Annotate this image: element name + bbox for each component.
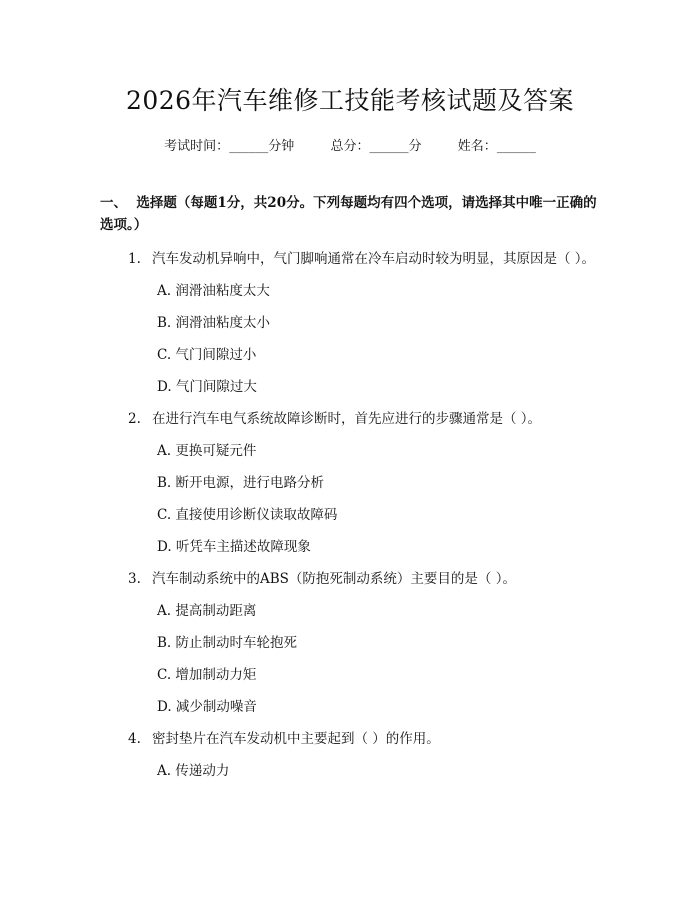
exam-meta-line — [100, 138, 600, 156]
question-text: 密封垫片在汽车发动机中主要起到（ ）的作用。 — [152, 731, 440, 747]
total-score-unit: 分 — [408, 139, 422, 154]
option-3b: B. 防止制动时车轮抱死 — [157, 635, 298, 651]
section-title: 选择题（每题1分，共20分。下列每题均有四个选项，请选择其中唯一正确的选项。） — [100, 195, 597, 233]
question-text: 汽车发动机异响中，气门脚响通常在冷车启动时较为明显，其原因是（ ）。 — [152, 251, 596, 267]
question-4 — [100, 728, 600, 750]
total-score-blank: ______ — [369, 139, 409, 154]
section-number: 一、 — [100, 195, 127, 211]
option-2b: B. 断开电源，进行电路分析 — [157, 475, 325, 491]
total-score-label: 总分： — [330, 139, 370, 154]
question-number: 2. — [128, 411, 141, 427]
question-1 — [100, 248, 600, 270]
option-3d: D. 减少制动噪音 — [157, 699, 257, 715]
question-number: 1. — [128, 251, 141, 267]
option-2d: D. 听凭车主描述故障现象 — [157, 539, 311, 555]
question-text: 汽车制动系统中的ABS（防抱死制动系统）主要目的是（ ）。 — [152, 571, 516, 587]
section-heading — [100, 192, 600, 236]
question-text: 在进行汽车电气系统故障诊断时，首先应进行的步骤通常是（ ）。 — [152, 411, 542, 427]
option-1b: B. 润滑油粘度太小 — [157, 315, 271, 331]
question-number: 4. — [128, 731, 141, 747]
option-2a: A. 更换可疑元件 — [157, 443, 257, 459]
option-3a: A. 提高制动距离 — [157, 603, 257, 619]
option-3c: C. 增加制动力矩 — [157, 667, 257, 683]
question-3 — [100, 568, 600, 590]
option-4a: A. 传递动力 — [157, 763, 230, 779]
page-title: 2026年汽车维修工技能考核试题及答案 — [125, 86, 575, 115]
exam-time-blank: ______ — [229, 139, 269, 154]
option-1c: C. 气门间隙过小 — [157, 347, 257, 363]
option-2c: C. 直接使用诊断仪读取故障码 — [157, 507, 338, 523]
option-1d: D. 气门间隙过大 — [157, 379, 257, 395]
question-number: 3. — [128, 571, 141, 587]
question-2 — [100, 408, 600, 430]
name-blank: ______ — [496, 139, 536, 154]
name-label: 姓名： — [457, 139, 497, 154]
option-1a: A. 润滑油粘度太大 — [157, 283, 270, 299]
exam-time-label: 考试时间： — [164, 139, 230, 154]
exam-time-unit: 分钟 — [268, 139, 295, 154]
